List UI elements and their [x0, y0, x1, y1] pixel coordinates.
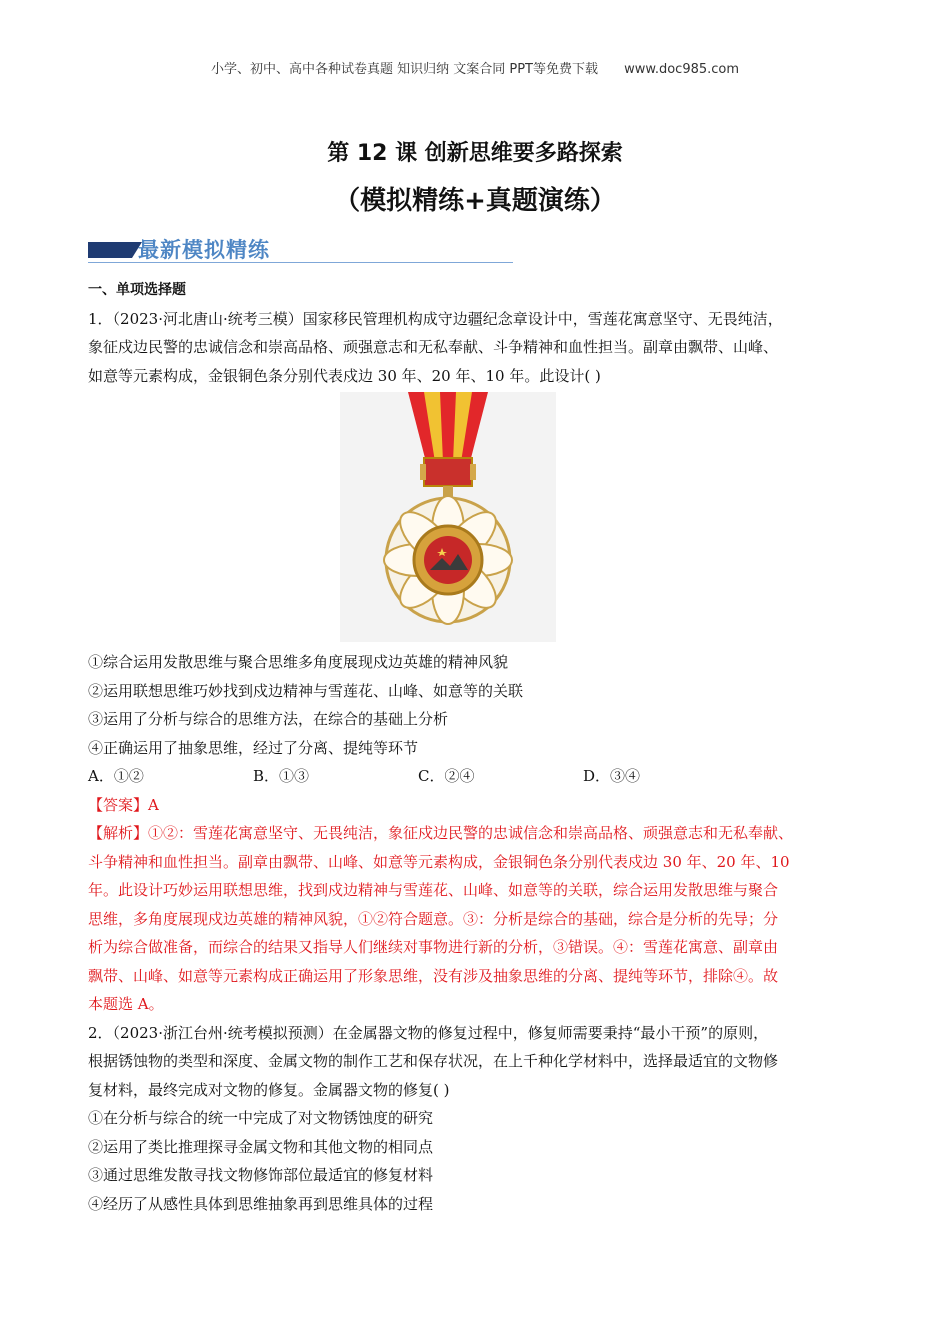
q2-statement-3: ③通过思维发散寻找文物修饰部位最适宜的修复材料: [88, 1166, 434, 1184]
q1-analysis-7: 本题选 A。: [88, 995, 164, 1013]
q1-statement-3: ③运用了分析与综合的思维方法，在综合的基础上分析: [88, 710, 449, 728]
q2-statement-1: ①在分析与综合的统一中完成了对文物锈蚀度的研究: [88, 1109, 434, 1127]
document-body: [88, 276, 868, 1218]
q2-line-3: 复材料，最终完成对文物的修复。金属器文物的修复( ): [88, 1080, 450, 1099]
q1-statement-4: ④正确运用了抽象思维，经过了分离、提纯等环节: [88, 738, 419, 757]
q1-analysis-3: 年。此设计巧妙运用联想思维，找到戍边精神与雪莲花、山峰、如意等的关联，综合运用发散思维与聚合: [88, 881, 779, 899]
lesson-title: 第 12 课 创新思维要多路探索: [327, 141, 623, 166]
section-banner: [88, 234, 513, 264]
q1-option-d: D．③④: [583, 767, 641, 785]
q2-statement-4: ④经历了从感性具体到思维抽象再到思维具体的过程: [88, 1194, 434, 1213]
q1-statement-1: ①综合运用发散思维与聚合思维多角度展现戍边英雄的精神风貌: [88, 653, 509, 671]
q1-line-3: 如意等元素构成，金银铜色条分别代表戍边 30 年、20 年、10 年。此设计( ): [88, 366, 601, 385]
q1-options: [88, 762, 868, 791]
q2-line-1: 2．（2023·浙江台州·统考模拟预测）在金属器文物的修复过程中，修复师需要秉持“最小干预”的原则，: [88, 1023, 769, 1042]
banner-bar: [88, 242, 132, 258]
q2-statement-2: ②运用了类比推理探寻金属文物和其他文物的相同点: [88, 1137, 434, 1156]
q1-option-c: C．②④: [418, 767, 475, 785]
header-text: 小学、初中、高中各种试卷真题 知识归纳 文案合同 PPT等免费下载: [210, 62, 598, 77]
q1-analysis-1: 【解析】①②：雪莲花寓意坚守、无畏纯洁，象征戍边民警的忠诚信念和崇高品格、顽强意志和无私奉献、: [88, 824, 794, 842]
medal-image: [340, 392, 556, 642]
banner-label: 最新模拟精练: [138, 238, 270, 262]
header-url[interactable]: www.doc985.com: [624, 62, 740, 77]
q1-line-1: 1．（2023·河北唐山·统考三模）国家移民管理机构成守边疆纪念章设计中，雪莲花寓意坚守、无畏纯洁，: [88, 309, 783, 328]
q1-analysis-6: 飘带、山峰、如意等元素构成正确运用了形象思维，没有涉及抽象思维的分离、提纯等环节，排除④。故: [88, 966, 779, 985]
q1-option-b: B．①③: [253, 767, 310, 785]
page-header: [0, 58, 950, 77]
q1-analysis-4: 思维，多角度展现戍边英雄的精神风貌，①②符合题意。③：分析是综合的基础，综合是分析的先导；分: [88, 909, 779, 928]
section-heading: 一、单项选择题: [88, 282, 186, 298]
q1-statement-2: ②运用联想思维巧妙找到戍边精神与雪莲花、山峰、如意等的关联: [88, 681, 524, 700]
banner-underline: [88, 262, 513, 263]
q2-line-2: 根据锈蚀物的类型和深度、金属文物的制作工艺和保存状况，在上千种化学材料中，选择最适宜的文物修: [88, 1052, 779, 1070]
q1-option-a: A．①②: [88, 767, 144, 785]
q1-line-2: 象征戍边民警的忠诚信念和崇高品格、顽强意志和无私奉献、斗争精神和血性担当。副章由飘带、山峰、: [88, 338, 779, 356]
lesson-subtitle: （模拟精练+真题演练）: [334, 186, 616, 216]
q1-answer: 【答案】A: [88, 795, 159, 814]
medal-illustration: [340, 392, 556, 642]
q1-analysis-5: 析为综合做准备，而综合的结果又指导人们继续对事物进行新的分析，③错误。④：雪莲花寓意、副章由: [88, 938, 779, 956]
q1-analysis-2: 斗争精神和血性担当。副章由飘带、山峰、如意等元素构成，金银铜色条分别代表戍边 30 年、20 年、10: [88, 852, 790, 871]
